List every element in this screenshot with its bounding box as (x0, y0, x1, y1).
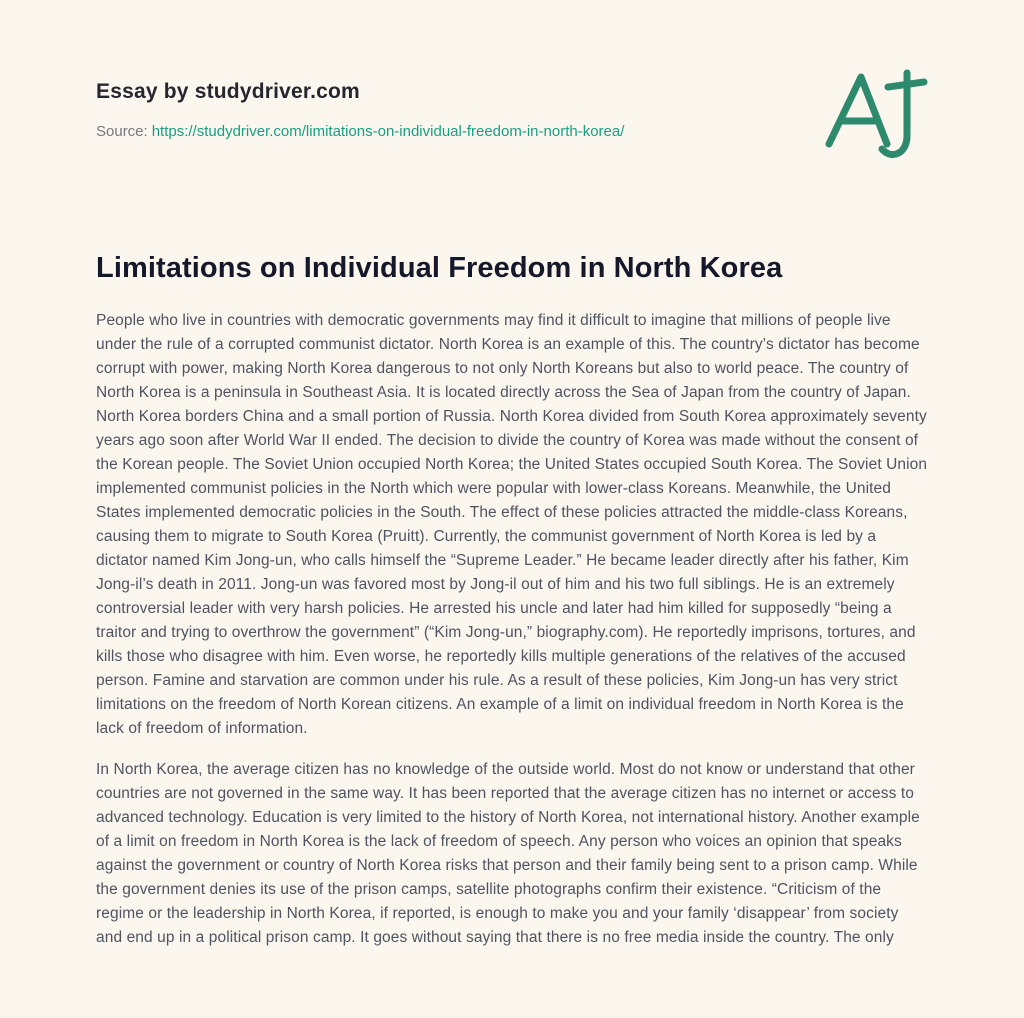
source-line (96, 123, 928, 140)
essay-paragraph: People who live in countries with democratic governments may find it difficult to imagine that millions of people live under the rule of a corrupted communist dictator. North Korea is an example of this. The country’s dictator has become corrupt with power, making North Korea dangerous to not only North Koreans but also to world peace. The country of North Korea is a peninsula in Southeast Asia. It is located directly across the Sea of Japan from the country of Japan. North Korea borders China and a small portion of Russia. North Korea divided from South Korea approximately seventy years ago soon after World War II ended. The decision to divide the country of Korea was made without the consent of the Korean people. The Soviet Union occupied North Korea; the United States occupied South Korea. The Soviet Union implemented communist policies in the North which were popular with lower-class Koreans. Meanwhile, the United States implemented democratic policies in the South. The effect of these policies attracted the middle-class Koreans, causing them to migrate to South Korea (Pruitt). Currently, the communist government of North Korea is led by a dictator named Kim Jong-un, who calls himself the “Supreme Leader.” He became leader directly after his father, Kim Jong-il’s death in 2011. Jong-un was favored most by Jong-il out of him and his two full siblings. He is an extremely controversial leader with very harsh policies. He arrested his uncle and later had him killed for supposedly “being a traitor and trying to overthrow the government” (“Kim Jong-un,” biography.com). He reportedly imprisons, tortures, and kills those who disagree with him. Even worse, he reportedly kills multiple generations of the relatives of the accused person. Famine and starvation are common under his rule. As a result of these policies, Kim Jong-un has very strict limitations on the freedom of North Korean citizens. An example of a limit on individual freedom in North Korea is the lack of freedom of information. (96, 312, 928, 737)
essay-paragraph: In North Korea, the average citizen has no knowledge of the outside world. Most do not know or understand that other countries are not governed in the same way. It has been reported that the average citizen has no internet or access to advanced technology. Education is very limited to the history of North Korea, not international history. Another example of a limit on freedom in North Korea is the lack of freedom of speech. Any person who voices an opinion that speaks against the government or country of North Korea risks that person and their family being sent to a prison camp. While the government denies its use of the prison camps, satellite photographs confirm their existence. “Criticism of the regime or the leadership in North Korea, if reported, is enough to make you and your family ‘disappear’ from society and end up in a political prison camp. It goes without saying that there is no free media inside the country. The only (96, 761, 920, 946)
source-url-link[interactable]: https://studydriver.com/limitations-on-individual-freedom-in-north-korea/ (151, 123, 625, 140)
essay-byline: Essay by studydriver.com (96, 80, 360, 103)
essay-body (96, 309, 928, 950)
studydriver-logo-icon (824, 68, 930, 164)
source-label: Source: (96, 123, 148, 140)
page-title: Limitations on Individual Freedom in North Korea (96, 252, 783, 284)
